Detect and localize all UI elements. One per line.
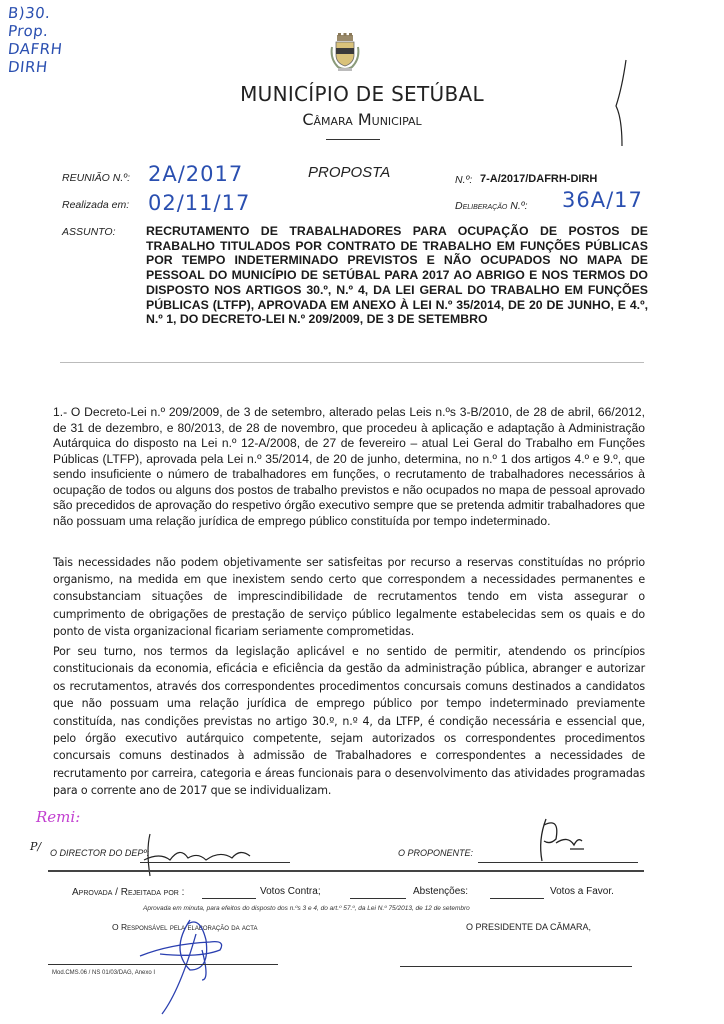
assunto-text: RECRUTAMENTO DE TRABALHADORES PARA OCUPAÇÃO DE POSTOS DE TRABALHO TITULADOS POR CONTRATO DE TRABALHO EM FUNÇÕES PÚBLICAS POR TEMPO INDETERMINADO PREVISTOS E NÃO OCUPADOS NO MAPA DE PESSOAL DO MUNICÍPIO DE SETÚBAL PARA 2017 AO ABRIGO E NOS TERMOS DO DISPOSTO NOS ARTIGOS 30.º, N.º 4, DA LEI GERAL DO TRABALHO EM FUNÇÕES PÚBLICAS (LTFP), APROVADA EM ANEXO À LEI N.º 35/2014, DE 20 DE JUNHO, E 4.º, N.º 1, DO DECRETO-LEI N.º 209/2009, DE 3 DE SETEMBRO <box>146 224 648 327</box>
coat-of-arms-icon <box>330 33 360 75</box>
aprovada-label: Aprovada / Rejeitada por : <box>72 887 185 898</box>
director-label: O DIRECTOR DO DEPº: <box>50 848 150 858</box>
proponente-label: O PROPONENTE: <box>398 848 474 858</box>
abstencoes-label: Abstenções: <box>413 886 469 897</box>
municipality-title: MUNICÍPIO DE SETÚBAL <box>240 82 484 106</box>
responsavel-signature-line <box>48 964 278 965</box>
margin-note-line: DIRH <box>7 58 49 76</box>
numero-value: 7-A/2017/DAFRH-DIRH <box>480 173 598 185</box>
reuniao-value: 2A/2017 <box>148 162 244 186</box>
realizada-value: 02/11/17 <box>148 191 251 215</box>
director-signature-line <box>140 862 290 863</box>
form-code: Mod.CMS.06 / NS 01/03/DAG, Anexo I <box>52 970 156 976</box>
numero-label: N.º: <box>455 174 473 186</box>
body-paragraph: Tais necessidades não podem objetivamente ser satisfeitas por recurso a reservas constituídas no próprio organismo, na medida em que inexistem sendo certo que correspondem a necessidades permanentes e consubstanciam situações de imprescindibilidade de recrutamentos tendo em vista assegurar o cumprimento de obrigações de prestação de serviço público legalmente estabelecidas sem os quais e do ponto de vista organizacional ficariam seriamente comprometidas. <box>53 556 645 638</box>
handwritten-note: Remi: <box>36 808 81 826</box>
presidente-label: O PRESIDENTE DA CÂMARA, <box>466 922 592 932</box>
assunto-label: ASSUNTO: <box>62 226 116 238</box>
margin-note-line: B)30. <box>7 4 52 22</box>
director-signature <box>140 830 290 880</box>
body-paragraph: Por seu turno, nos termos da legislação aplicável e no sentido de permitir, atendendo os princípios constitucionais da economia, eficácia e eficiência da gestão da administração pública, abranger e autorizar os recrutamentos, através dos correspondentes procedimentos concursais comuns destinados a candidatos que não possuam uma relação jurídica de emprego público por tempo indeterminado previamente constituída, nas condições previstas no artigo 30.º, n.º 4, da LTFP, é condição necessária e essencial que, pelo órgão executivo autárquico competente, sejam autorizados os correspondentes procedimentos concursais comuns destinados à admissão de Trabalhadores e correspondentes a necessidades de recrutamento por carreira, categoria e áreas funcionais para o desenvolvimento das atividades programadas para o corrente ano de 2017 que se individualizam. <box>53 645 645 798</box>
deliberacao-label: Deliberação N.º: <box>455 200 528 212</box>
body-paragraph: 1.- O Decreto-Lei n.º 209/2009, de 3 de setembro, alterado pelas Leis n.ºs 3-B/2010, de 28 de abril, 66/2012, de 31 de dezembro, e 80/2013, de 28 de novembro, que procedeu à aplicação e adaptação à Administração Autárquica do disposto na Lei n.º 12-A/2008, de 27 de fevereiro – atual Lei Geral do Trabalho em Funções Públicas (LTFP), aprovada pela Lei n.º 35/2014, de 20 de junho, determina, no n.º 1 dos artigos 4.º e 9.º, que sendo insuficiente o número de trabalhadores em funções, o recrutamento de trabalhadores necessários à ocupação de todos ou alguns dos postos de trabalho previstos e não ocupados no mapa de pessoal aprovado são precedidos de aprovação do respetivo órgão executivo sempre que se pretenda admitir trabalhadores que não possuam uma relação jurídica de emprego público constituída por tempo indeterminado. <box>53 405 645 528</box>
margin-note-line: Prop. <box>7 22 50 40</box>
minuta-note: Aprovada em minuta, para efeitos do disposto dos n.ºs 3 e 4, do art.º 57.º, da Lei N.º 75/2013, de 12 de setembro <box>143 905 470 912</box>
proponente-signature <box>520 815 600 865</box>
responsavel-label: O Responsável pela elaboração da acta <box>112 922 258 932</box>
section-divider <box>60 362 644 363</box>
council-subtitle: Câmara Municipal <box>302 110 422 129</box>
reuniao-label: REUNIÃO N.º: <box>62 172 131 184</box>
director-prefix: P/ <box>30 840 42 853</box>
realizada-label: Realizada em: <box>62 199 130 211</box>
votos-contra-label: Votos Contra; <box>260 886 321 897</box>
responsavel-signature <box>130 910 240 1015</box>
votos-contra-blank <box>202 898 256 899</box>
abstencoes-blank <box>350 898 406 899</box>
proponente-signature-line <box>478 862 638 863</box>
margin-note <box>8 4 62 76</box>
deliberacao-value: 36A/17 <box>562 188 643 212</box>
title-divider <box>326 139 380 140</box>
presidente-signature-line <box>400 966 632 967</box>
proposta-heading: PROPOSTA <box>308 164 391 181</box>
signature-divider <box>48 870 644 872</box>
handwritten-side-mark <box>612 58 632 148</box>
votos-favor-label: Votos a Favor. <box>550 886 614 897</box>
margin-note-line: DAFRH <box>7 40 64 58</box>
votos-favor-blank <box>490 898 544 899</box>
